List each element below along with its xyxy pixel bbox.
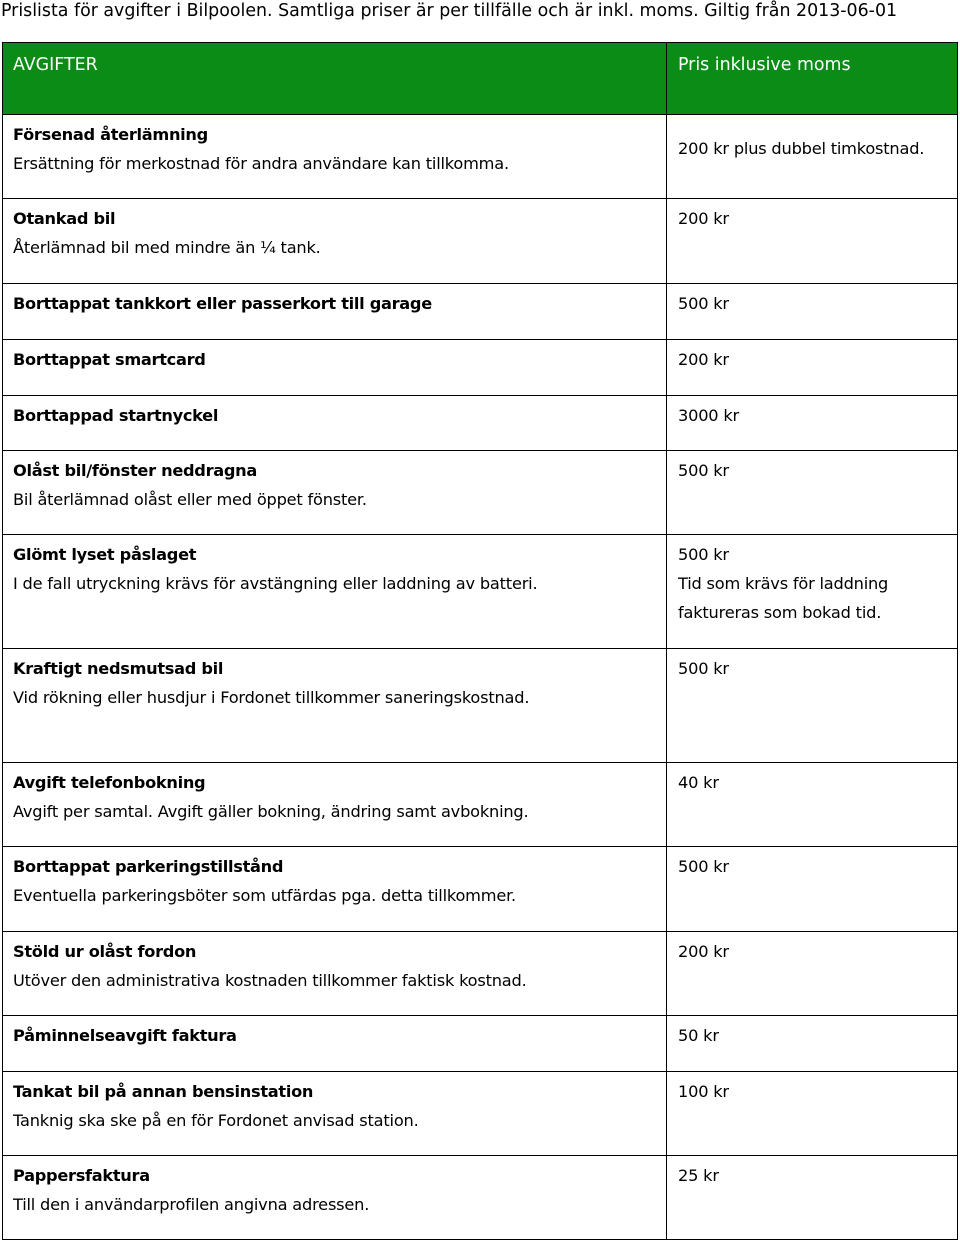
fee-title: Glömt lyset påslaget (13, 545, 197, 564)
fee-description: Tanknig ska ske på en för Fordonet anvisad station. (13, 1111, 419, 1130)
price-value: 3000 kr (678, 406, 739, 425)
price-value: 50 kr (678, 1026, 719, 1045)
fee-description: Utöver den administrativa kostnaden tillkommer faktisk kostnad. (13, 971, 527, 990)
fee-title: Borttappat parkeringstillstånd (13, 857, 284, 876)
table-row (3, 649, 958, 763)
price-cell (667, 932, 958, 1016)
price-value: 500 kr (678, 294, 729, 313)
fee-title: Borttappat smartcard (13, 350, 206, 369)
fee-title: Påminnelseavgift faktura (13, 1026, 237, 1045)
fee-title: Borttappat tankkort eller passerkort till garage (13, 294, 432, 313)
table-row (3, 1016, 958, 1072)
price-value: 500 kr (678, 545, 729, 564)
fee-cell (3, 649, 667, 763)
fee-description: Vid rökning eller husdjur i Fordonet tillkommer saneringskostnad. (13, 688, 530, 707)
fee-cell (3, 284, 667, 340)
price-value: 200 kr (678, 209, 729, 228)
fee-cell (3, 115, 667, 199)
table-row (3, 1072, 958, 1156)
fee-cell (3, 1016, 667, 1072)
fee-cell (3, 396, 667, 451)
price-value: 500 kr (678, 857, 729, 876)
fee-title: Borttappad startnyckel (13, 406, 219, 425)
table-row (3, 199, 958, 284)
price-cell (667, 115, 958, 199)
fee-description: Återlämnad bil med mindre än ¼ tank. (13, 238, 321, 257)
price-value: 500 kr (678, 461, 729, 480)
fee-description: Ersättning för merkostnad för andra användare kan tillkomma. (13, 154, 509, 173)
price-value: 200 kr plus dubbel timkostnad. (678, 139, 925, 158)
price-value: 200 kr (678, 350, 729, 369)
price-cell (667, 1016, 958, 1072)
price-cell (667, 199, 958, 284)
table-row (3, 847, 958, 932)
fee-cell (3, 199, 667, 284)
fee-title: Otankad bil (13, 209, 116, 228)
price-value: 500 kr (678, 659, 729, 678)
column-header-fee: AVGIFTER (3, 43, 667, 115)
price-cell (667, 847, 958, 932)
table-row (3, 396, 958, 451)
fee-description: Bil återlämnad olåst eller med öppet fönster. (13, 490, 367, 509)
price-cell (667, 1156, 958, 1240)
fee-cell (3, 763, 667, 847)
table-row (3, 451, 958, 535)
table-row (3, 1156, 958, 1240)
table-row (3, 535, 958, 649)
fee-description: Till den i användarprofilen angivna adressen. (13, 1195, 370, 1214)
fee-title: Tankat bil på annan bensinstation (13, 1082, 314, 1101)
fee-table (2, 42, 958, 1240)
table-row (3, 340, 958, 396)
table-row (3, 284, 958, 340)
table-row (3, 932, 958, 1016)
price-value: 100 kr (678, 1082, 729, 1101)
price-cell (667, 649, 958, 763)
fee-cell (3, 451, 667, 535)
fee-title: Olåst bil/fönster neddragna (13, 461, 258, 480)
fee-cell (3, 340, 667, 396)
fee-title: Kraftigt nedsmutsad bil (13, 659, 224, 678)
fee-title: Stöld ur olåst fordon (13, 942, 197, 961)
table-header-row (3, 43, 958, 115)
price-cell (667, 1072, 958, 1156)
fee-title: Avgift telefonbokning (13, 773, 206, 792)
price-cell (667, 284, 958, 340)
fee-cell (3, 535, 667, 649)
price-cell (667, 340, 958, 396)
price-cell (667, 763, 958, 847)
fee-description: Avgift per samtal. Avgift gäller bokning, ändring samt avbokning. (13, 802, 529, 821)
price-cell (667, 535, 958, 649)
fee-title: Försenad återlämning (13, 125, 208, 144)
fee-cell (3, 1072, 667, 1156)
fee-description: I de fall utryckning krävs för avstängning eller laddning av batteri. (13, 574, 538, 593)
price-cell (667, 396, 958, 451)
price-value: 25 kr (678, 1166, 719, 1185)
table-row (3, 763, 958, 847)
fee-cell (3, 932, 667, 1016)
price-value: 40 kr (678, 773, 719, 792)
page-title: Prislista för avgifter i Bilpoolen. Samtliga priser är per tillfälle och är inkl. moms. Giltig från 2013-06-01 (1, 1, 898, 21)
table-row (3, 115, 958, 199)
fee-cell (3, 847, 667, 932)
price-cell (667, 451, 958, 535)
fee-description: Eventuella parkeringsböter som utfärdas pga. detta tillkommer. (13, 886, 516, 905)
price-note: Tid som krävs för laddning faktureras som bokad tid. (678, 574, 889, 622)
fee-title: Pappersfaktura (13, 1166, 150, 1185)
fee-cell (3, 1156, 667, 1240)
column-header-price: Pris inklusive moms (667, 43, 958, 115)
price-value: 200 kr (678, 942, 729, 961)
